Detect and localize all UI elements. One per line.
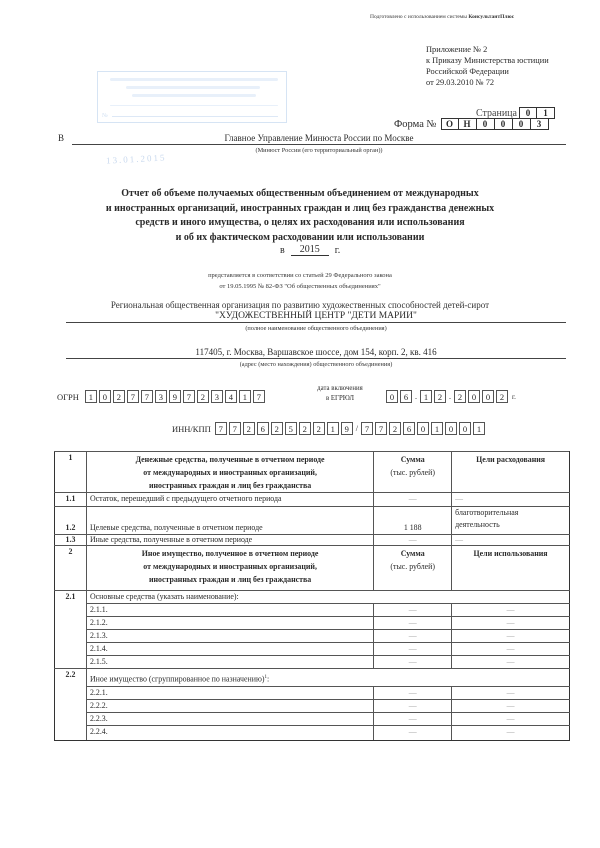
row-goal: — (452, 700, 570, 713)
ogrn-digit: 3 (211, 390, 223, 403)
row-goal: — (452, 617, 570, 630)
row-sum: — (374, 713, 452, 726)
table-row (55, 604, 570, 617)
row-sum: — (374, 630, 452, 643)
egrul-digit: 0 (482, 390, 494, 403)
table-row (55, 700, 570, 713)
table-row (55, 643, 570, 656)
ogrn-label: ОГРН (57, 391, 79, 402)
row-number: 1.3 (55, 535, 87, 546)
organization-type: Региональная общественная организация по развитию художественных способностей детей-сирот (110, 300, 490, 310)
row-goal-line: благотворительная (455, 508, 519, 517)
egrul-label-line: дата включения (317, 385, 363, 392)
goal-header: Цели расходования (452, 452, 570, 493)
ogrn-digit: 4 (225, 390, 237, 403)
row-goal: — (452, 630, 570, 643)
row-number: 1.1 (55, 493, 87, 507)
prepared-prefix: Подготовлено с использованием системы (370, 14, 469, 20)
row-goal: — (452, 726, 570, 741)
egrul-digit: 0 (468, 390, 480, 403)
egrul-digit: 2 (434, 390, 446, 403)
subsection-row (55, 669, 570, 687)
title-line: Отчет об объеме получаемых общественным объединением от международных (121, 188, 479, 199)
form-digit: 3 (531, 118, 549, 130)
ogrn-digit: 1 (239, 390, 251, 403)
row-goal: — (452, 656, 570, 669)
ogrn-digit: 7 (141, 390, 153, 403)
ogrn-digit: 7 (253, 390, 265, 403)
ogrn-digit: 9 (169, 390, 181, 403)
stamp-number-label: № (102, 113, 108, 119)
egrul-day (386, 390, 414, 403)
subsection-label: Основные средства (указать наименование): (86, 591, 569, 604)
date-stamp: 13.01.2015 (105, 152, 167, 166)
inn-kpp-field (172, 422, 487, 435)
kpp-digit: 0 (459, 422, 471, 435)
form-digit: О (441, 118, 459, 130)
appendix-line: Российской Федерации (426, 67, 509, 76)
section-title-line: от международных и иностранных организаций, (143, 468, 317, 477)
egrul-digit: 2 (496, 390, 508, 403)
kpp-digit: 1 (473, 422, 485, 435)
row-label: 2.1.5. (86, 656, 373, 669)
ogrn-field (57, 390, 267, 403)
form-digit: 0 (477, 118, 495, 130)
section-number: 2 (55, 546, 87, 591)
egrul-digit: 6 (400, 390, 412, 403)
sum-header-label: Сумма (400, 455, 425, 464)
table-row (55, 535, 570, 546)
row-goal-line: деятельность (455, 520, 500, 529)
date-separator: . (449, 392, 451, 401)
row-label: 2.1.2. (86, 617, 373, 630)
inn-digit: 2 (299, 422, 311, 435)
row-sum: — (374, 617, 452, 630)
form-digit: 0 (513, 118, 531, 130)
row-goal: — (452, 687, 570, 700)
ogrn-digit: 7 (127, 390, 139, 403)
subsection-label-text: Иное имущество (сгруппированное по назначению) (89, 675, 265, 684)
kpp-digit: 6 (403, 422, 415, 435)
stamp-text-line (132, 94, 256, 97)
kpp-digit: 2 (389, 422, 401, 435)
ogrn-digit: 3 (155, 390, 167, 403)
ogrn-digit: 0 (99, 390, 111, 403)
egrul-year (454, 390, 510, 403)
subsection-label (86, 669, 569, 687)
appendix-block (426, 44, 549, 88)
row-label: 2.1.4. (86, 643, 373, 656)
page-digit: 0 (519, 107, 537, 119)
form-digits (441, 118, 549, 130)
kpp-digit: 0 (445, 422, 457, 435)
sum-header-unit: (тыс. рублей) (390, 468, 435, 477)
organization-address: 117405, г. Москва, Варшавское шоссе, дом 154, корп. 2, кв. 416 (66, 346, 566, 359)
row-label: Остаток, перешедший с предыдущего отчетного периода (86, 493, 373, 507)
row-sum: — (374, 604, 452, 617)
row-goal: — (452, 604, 570, 617)
section-title-line: Денежные средства, полученные в отчетном периоде (135, 455, 325, 464)
inn-digit: 2 (313, 422, 325, 435)
row-label: 2.1.3. (86, 630, 373, 643)
section1-header-row (55, 452, 570, 493)
egrul-label-line: в ЕГРЮЛ (325, 395, 355, 402)
egrul-month (420, 390, 448, 403)
subsection-row (55, 591, 570, 604)
table-row (55, 507, 570, 535)
form-digit: 0 (495, 118, 513, 130)
inn-digit: 2 (271, 422, 283, 435)
row-goal: — (452, 643, 570, 656)
inn-kpp-label: ИНН/КПП (172, 423, 211, 434)
section1-title (86, 452, 373, 493)
ogrn-digit: 2 (113, 390, 125, 403)
inn-digit: 6 (257, 422, 269, 435)
stamp-number-line (112, 116, 278, 117)
egrul-digit: 2 (454, 390, 466, 403)
row-sum: — (374, 643, 452, 656)
organization-name: "ХУДОЖЕСТВЕННЫЙ ЦЕНТР "ДЕТИ МАРИИ" (66, 310, 566, 323)
kpp-digit: 1 (431, 422, 443, 435)
kpp-digit: 0 (417, 422, 429, 435)
organization-address-caption: (адрес (место нахождения) общественного объединения) (239, 361, 393, 368)
prepared-brand: КонсультантПлюс (468, 14, 515, 20)
sum-header-unit: (тыс. рублей) (390, 562, 435, 571)
section-title-line: от международных и иностранных организаций, (143, 562, 317, 571)
year-suffix: г. (512, 392, 516, 401)
inn-digit: 5 (285, 422, 297, 435)
row-label: 2.2.4. (86, 726, 373, 741)
table-row (55, 630, 570, 643)
inn-kpp-separator: / (355, 424, 358, 433)
row-number: 2.2 (55, 669, 87, 741)
table-row (55, 493, 570, 507)
report-table (54, 451, 570, 741)
title-line: и об их фактическом расходовании или использовании (175, 231, 425, 243)
inn-digit: 7 (229, 422, 241, 435)
appendix-line: к Приказу Министерства юстиции (426, 56, 549, 65)
egrul-date-field (386, 390, 516, 403)
sum-header (374, 546, 452, 591)
row-number: 2.1 (55, 591, 87, 669)
stamp-divider (110, 105, 278, 106)
kpp-digit: 7 (361, 422, 373, 435)
row-goal (452, 507, 570, 535)
row-sum: — (374, 700, 452, 713)
row-label: 2.2.3. (86, 713, 373, 726)
row-sum: — (374, 493, 452, 507)
appendix-line: Приложение № 2 (426, 45, 488, 54)
row-number: 1.2 (55, 507, 87, 535)
inn-digits (215, 422, 355, 435)
title-line: и иностранных организаций, иностранных граждан и лиц без гражданства денежных (105, 202, 495, 214)
egrul-date-label (300, 384, 380, 404)
form-digit: Н (459, 118, 477, 130)
organization-name-caption: (полное наименование общественного объединения) (245, 325, 387, 332)
ogrn-digit: 1 (85, 390, 97, 403)
section-title-line: Иное имущество, полученное в отчетном периоде (141, 549, 319, 558)
report-year (280, 244, 340, 256)
row-sum: — (374, 535, 452, 546)
recipient-field: Главное Управление Минюста России по Москве (72, 133, 566, 145)
kpp-digit: 7 (375, 422, 387, 435)
section2-header-row (55, 546, 570, 591)
report-title (30, 187, 570, 245)
table-row (55, 687, 570, 700)
registration-stamp (97, 71, 287, 123)
row-sum: 1 188 (374, 507, 452, 535)
row-sum: — (374, 656, 452, 669)
table-row (55, 617, 570, 630)
row-goal: — (452, 535, 570, 546)
table-row (55, 713, 570, 726)
stamp-text-line (126, 86, 260, 89)
page-label: Страница (476, 107, 517, 119)
sum-header-label: Сумма (400, 549, 425, 558)
ogrn-digits (85, 390, 267, 403)
row-sum: — (374, 687, 452, 700)
ogrn-digit: 7 (183, 390, 195, 403)
section-number: 1 (55, 452, 87, 493)
law-reference-line: представляется в соответствии со статьей 29 Федерального закона (208, 272, 392, 279)
inn-digit: 2 (243, 422, 255, 435)
form-number-field (394, 118, 549, 130)
egrul-digit: 0 (386, 390, 398, 403)
ogrn-digit: 2 (197, 390, 209, 403)
subsection-label-suffix: : (267, 675, 270, 684)
kpp-digits (361, 422, 487, 435)
row-label: 2.2.2. (86, 700, 373, 713)
prepared-with-notice (370, 14, 514, 20)
row-label: 2.1.1. (86, 604, 373, 617)
year-value: 2015 (291, 244, 329, 256)
title-line: средств и иного имущества, о целях их расходования или использования (135, 217, 465, 228)
recipient-caption: (Минюст России (его территориальный орган)) (255, 147, 383, 154)
date-separator: . (415, 392, 417, 401)
year-suffix: г. (334, 245, 341, 256)
row-sum: — (374, 726, 452, 741)
footnote-marker: 1 (264, 675, 267, 681)
egrul-digit: 1 (420, 390, 432, 403)
section2-title (86, 546, 373, 591)
section-title-line: иностранных граждан и лиц без гражданства (148, 481, 312, 490)
recipient-prefix: В (58, 133, 65, 143)
table-row (55, 726, 570, 741)
stamp-text-line (110, 78, 278, 81)
row-goal: — (452, 493, 570, 507)
goal-header: Цели использования (452, 546, 570, 591)
section-title-line: иностранных граждан и лиц без гражданства (148, 575, 312, 584)
sum-header (374, 452, 452, 493)
form-label: Форма № (394, 118, 437, 130)
law-reference-line: от 19.05.1995 № 82-ФЗ "Об общественных объединениях" (219, 283, 381, 290)
row-label: Иные средства, полученные в отчетном периоде (86, 535, 373, 546)
row-label: Целевые средства, полученные в отчетном периоде (86, 507, 373, 535)
row-goal: — (452, 713, 570, 726)
inn-digit: 1 (327, 422, 339, 435)
year-prefix: в (280, 245, 285, 256)
appendix-line: от 29.03.2010 № 72 (426, 78, 495, 87)
inn-digit: 9 (341, 422, 353, 435)
page-digit: 1 (537, 107, 555, 119)
row-label: 2.2.1. (86, 687, 373, 700)
inn-digit: 7 (215, 422, 227, 435)
table-row (55, 656, 570, 669)
